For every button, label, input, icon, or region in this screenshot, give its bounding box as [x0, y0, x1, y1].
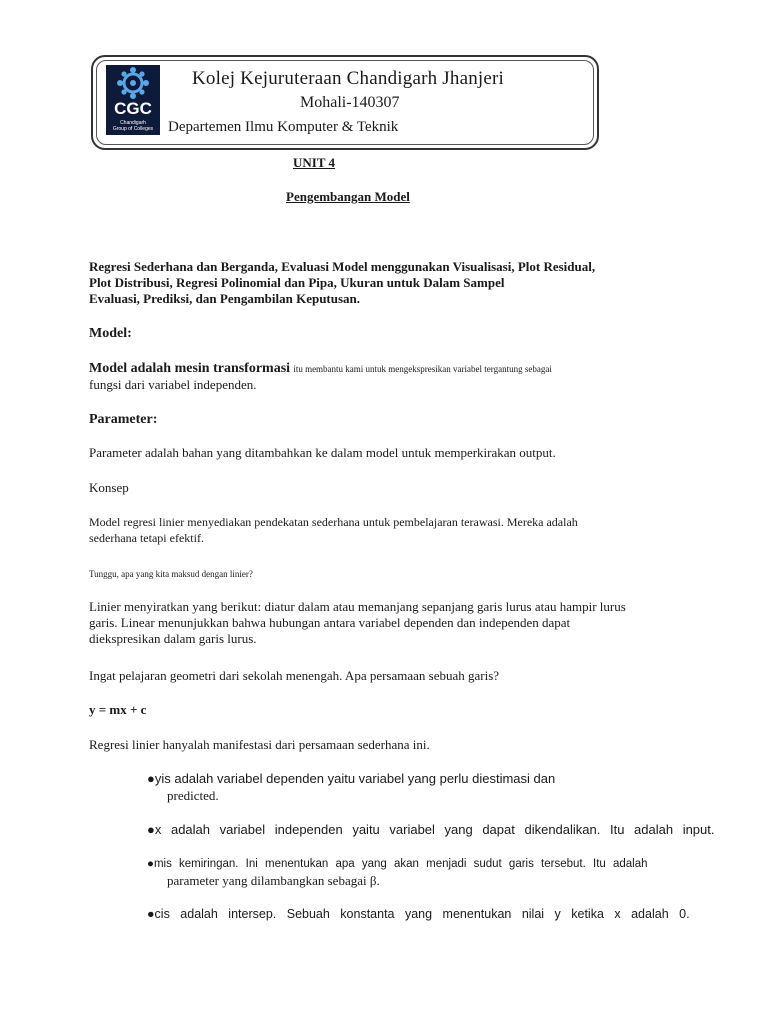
unit-subtitle: Pengembangan Model — [286, 189, 410, 204]
bullet-slope-continued: parameter yang dilambangkan sebagai β. — [167, 873, 380, 888]
college-city: Mohali-140307 — [300, 94, 400, 111]
geometry-question: Ingat pelajaran geometri dari sekolah menengah. Apa persamaan sebuah garis? — [89, 668, 500, 683]
bullet-dependent-continued: predicted. — [167, 788, 219, 803]
gear-logo-icon — [106, 65, 160, 101]
linear-intro-line-1: Model regresi linier menyediakan pendekatan sederhana untuk pembelajaran terawasi. Mereka adalah — [89, 515, 578, 529]
bullet-intercept: ●cis adalah intersep. Sebuah konstanta yang menentukan nilai y ketika x adalah 0. — [147, 907, 690, 921]
line-equation: y = mx + c — [89, 702, 147, 717]
model-paragraph-line-1: Model adalah mesin transformasi itu membantu kami untuk mengekspresikan variabel tergantung sebagai — [89, 361, 552, 376]
topics-line-1: Regresi Sederhana dan Berganda, Evaluasi Model menggunakan Visualisasi, Plot Residual, — [89, 259, 596, 274]
linear-def-line-3: diekspresikan dalam garis lurus. — [89, 631, 257, 646]
college-name: Kolej Kejuruteraan Chandigarh Jhanjeri — [192, 68, 505, 89]
unit-title: UNIT 4 — [293, 155, 336, 170]
parameter-text: Parameter adalah bahan yang ditambahkan ke dalam model untuk memperkirakan output. — [89, 445, 556, 460]
logo-subtext: Chandigarh Group of Colleges — [112, 120, 154, 132]
college-department: Departemen Ilmu Komputer & Teknik — [168, 119, 399, 135]
model-paragraph-line-2: fungsi dari variabel independen. — [89, 377, 257, 392]
linear-intro-line-2: sederhana tetapi efektif. — [89, 531, 204, 545]
topics-line-3: Evaluasi, Prediksi, dan Pengambilan Keputusan. — [89, 291, 361, 306]
bullet-slope: ●mis kemiringan. Ini menentukan apa yang akan menjadi sudut garis tersebut. Itu adalah — [147, 858, 648, 870]
college-logo — [106, 65, 160, 135]
wait-question: Tunggu, apa yang kita maksud dengan linier? — [89, 569, 253, 579]
parameter-heading: Parameter: — [89, 412, 158, 427]
linear-def-line-2: garis. Linear menunjukkan bahwa hubungan antara variabel dependen dan independen dapat — [89, 615, 571, 630]
linear-def-line-1: Linier menyiratkan yang berikut: diatur dalam atau memanjang sepanjang garis lurus atau hampir lurus — [89, 599, 626, 614]
concept-heading: Konsep — [89, 480, 129, 495]
manifest-text: Regresi linier hanyalah manifestasi dari persamaan sederhana ini. — [89, 737, 430, 752]
bullet-dependent-variable: ●yis adalah variabel dependen yaitu variabel yang perlu diestimasi dan — [147, 771, 556, 786]
logo-text: CGC — [114, 99, 152, 118]
topics-line-2: Plot Distribusi, Regresi Polinomial dan Pipa, Ukuran untuk Dalam Sampel — [89, 275, 505, 290]
model-heading: Model: — [89, 326, 132, 341]
bullet-independent-variable: ●x adalah variabel independen yaitu variabel yang dapat dikendalikan. Itu adalah input. — [147, 822, 715, 837]
